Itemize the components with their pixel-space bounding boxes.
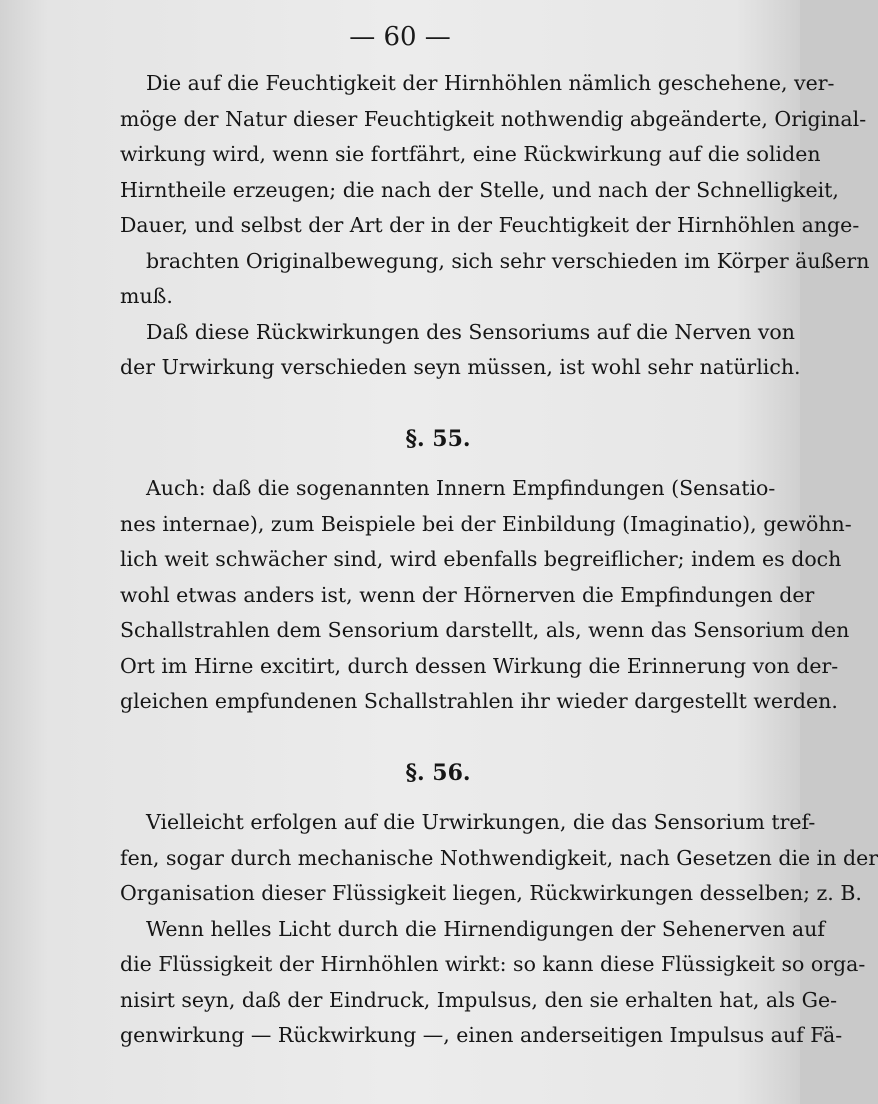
text-line: Schallstrahlen dem Sensorium darstellt, als, wenn das Sensorium den (120, 618, 850, 642)
page-body (120, 66, 878, 1054)
section-56-paragraph-1 (120, 805, 878, 912)
section-55-paragraph (120, 471, 852, 720)
text-line: gleichen empfundenen Schallstrahlen ihr wieder dargestellt werden. (120, 689, 838, 713)
text-line: Dauer, und selbst der Art der in der Feuchtigkeit der Hirnhöhlen ange- (120, 213, 860, 237)
text-line: wirkung wird, wenn sie fortfährt, eine Rückwirkung auf die soliden (120, 142, 821, 166)
text-line: genwirkung — Rückwirkung —, einen anderseitigen Impulsus auf Fä- (120, 1023, 843, 1047)
text-line: möge der Natur dieser Feuchtigkeit nothwendig abgeänderte, Original- (120, 106, 867, 131)
text-line: Wenn helles Licht durch die Hirnendigungen der Sehenerven auf (146, 916, 825, 941)
text-line: der Urwirkung verschieden seyn müssen, ist wohl sehr natürlich. (120, 355, 801, 379)
text-line: lich weit schwächer sind, wird ebenfalls begreiflicher; indem es doch (120, 547, 842, 571)
text-line: Hirntheile erzeugen; die nach der Stelle, und nach der Schnelligkeit, (120, 177, 839, 202)
section-heading-56: §. 56. (405, 759, 471, 786)
text-line: Die auf die Feuchtigkeit der Hirnhöhlen nämlich geschehene, ver- (146, 71, 835, 95)
paragraph-1 (120, 66, 870, 315)
text-line: die Flüssigkeit der Hirnhöhlen wirkt: so kann diese Flüssigkeit so orga- (120, 952, 866, 976)
text-line: Daß diese Rückwirkungen des Sensoriums auf die Nerven von (146, 319, 795, 344)
text-line: Vielleicht erfolgen auf die Urwirkungen, die das Sensorium tref- (146, 810, 816, 834)
text-line: fen, sogar durch mechanische Nothwendigkeit, nach Gesetzen die in der (120, 845, 878, 870)
text-line: nes internae), zum Beispiele bei der Einbildung (Imaginatio), gewöhn- (120, 511, 852, 536)
text-line: Ort im Hirne excitirt, durch dessen Wirkung die Erinnerung von der- (120, 653, 839, 678)
text-line: Auch: daß die sogenannten Innern Empfindungen (Sensatio- (146, 476, 776, 500)
text-line: muß. (120, 284, 173, 308)
paragraph-2 (120, 315, 801, 386)
text-line: nisirt seyn, daß der Eindruck, Impulsus, den sie erhalten hat, als Ge- (120, 987, 838, 1012)
section-56-paragraph-2 (120, 912, 866, 1054)
text-line: brachten Originalbewegung, sich sehr verschieden im Körper äußern (146, 248, 870, 273)
page-number: — 60 — (349, 22, 451, 52)
text-line: Organisation dieser Flüssigkeit liegen, Rückwirkungen desselben; z. B. (120, 881, 862, 905)
section-heading-55: §. 55. (405, 425, 471, 452)
text-line: wohl etwas anders ist, wenn der Hörnerven die Empfindungen der (120, 582, 815, 607)
